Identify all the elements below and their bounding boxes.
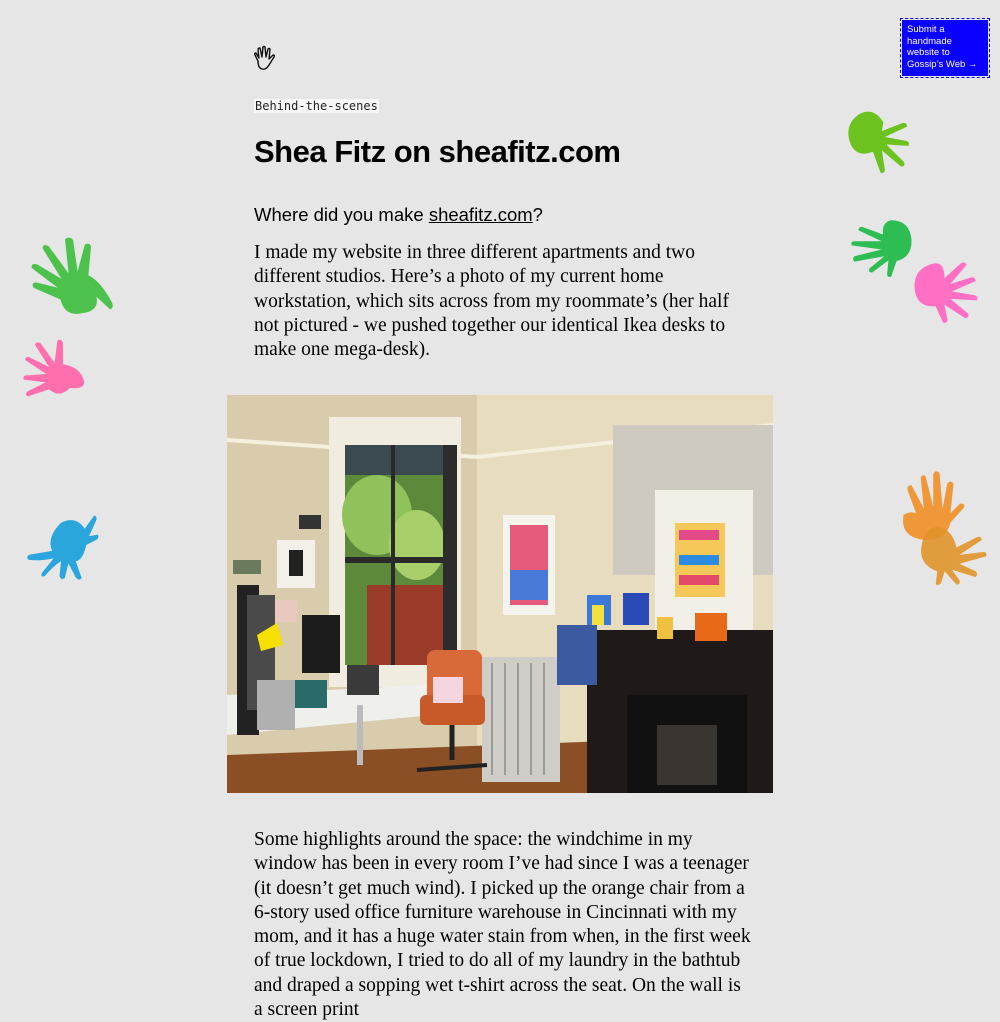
workstation-photo [227, 395, 773, 793]
paragraph-1: I made my website in three different apartments and two different studios. Here’s a photo of my current home workstation, which sits across from my roommate’s (her half not pictured - we pushed together our identical Ikea desks to make one mega-desk). [254, 242, 729, 361]
submit-website-button[interactable]: Submit a handmade website to Gossip’s Web → [902, 20, 988, 76]
hand-icon [906, 250, 980, 324]
question-suffix: ? [532, 204, 543, 225]
hand-icon [28, 232, 120, 322]
question-heading [254, 204, 543, 226]
hand-icon [24, 508, 98, 582]
website-link[interactable]: sheafitz.com [428, 204, 533, 225]
hand-icon [20, 332, 92, 402]
category-tag: Behind-the-scenes [255, 99, 378, 113]
page-title: Shea Fitz on sheafitz.com [254, 134, 621, 169]
hand-outline-icon[interactable] [252, 45, 278, 73]
question-prefix: Where did you make [254, 204, 429, 225]
hand-icon [915, 512, 989, 586]
hand-icon [836, 100, 910, 174]
paragraph-2: Some highlights around the space: the windchime in my window has been in every room I’ve had since I was a teenager (it doesn’t get much wind). I picked up the orange chair from a 6-story used office furniture warehouse in Cincinnati with my mom, and it has a huge water stain from when, in the first week of true lockdown, I tried to do all of my laundry in the bathtub and draped a sopping wet t-shirt across the seat. On the wall is a screen print [254, 829, 751, 1021]
